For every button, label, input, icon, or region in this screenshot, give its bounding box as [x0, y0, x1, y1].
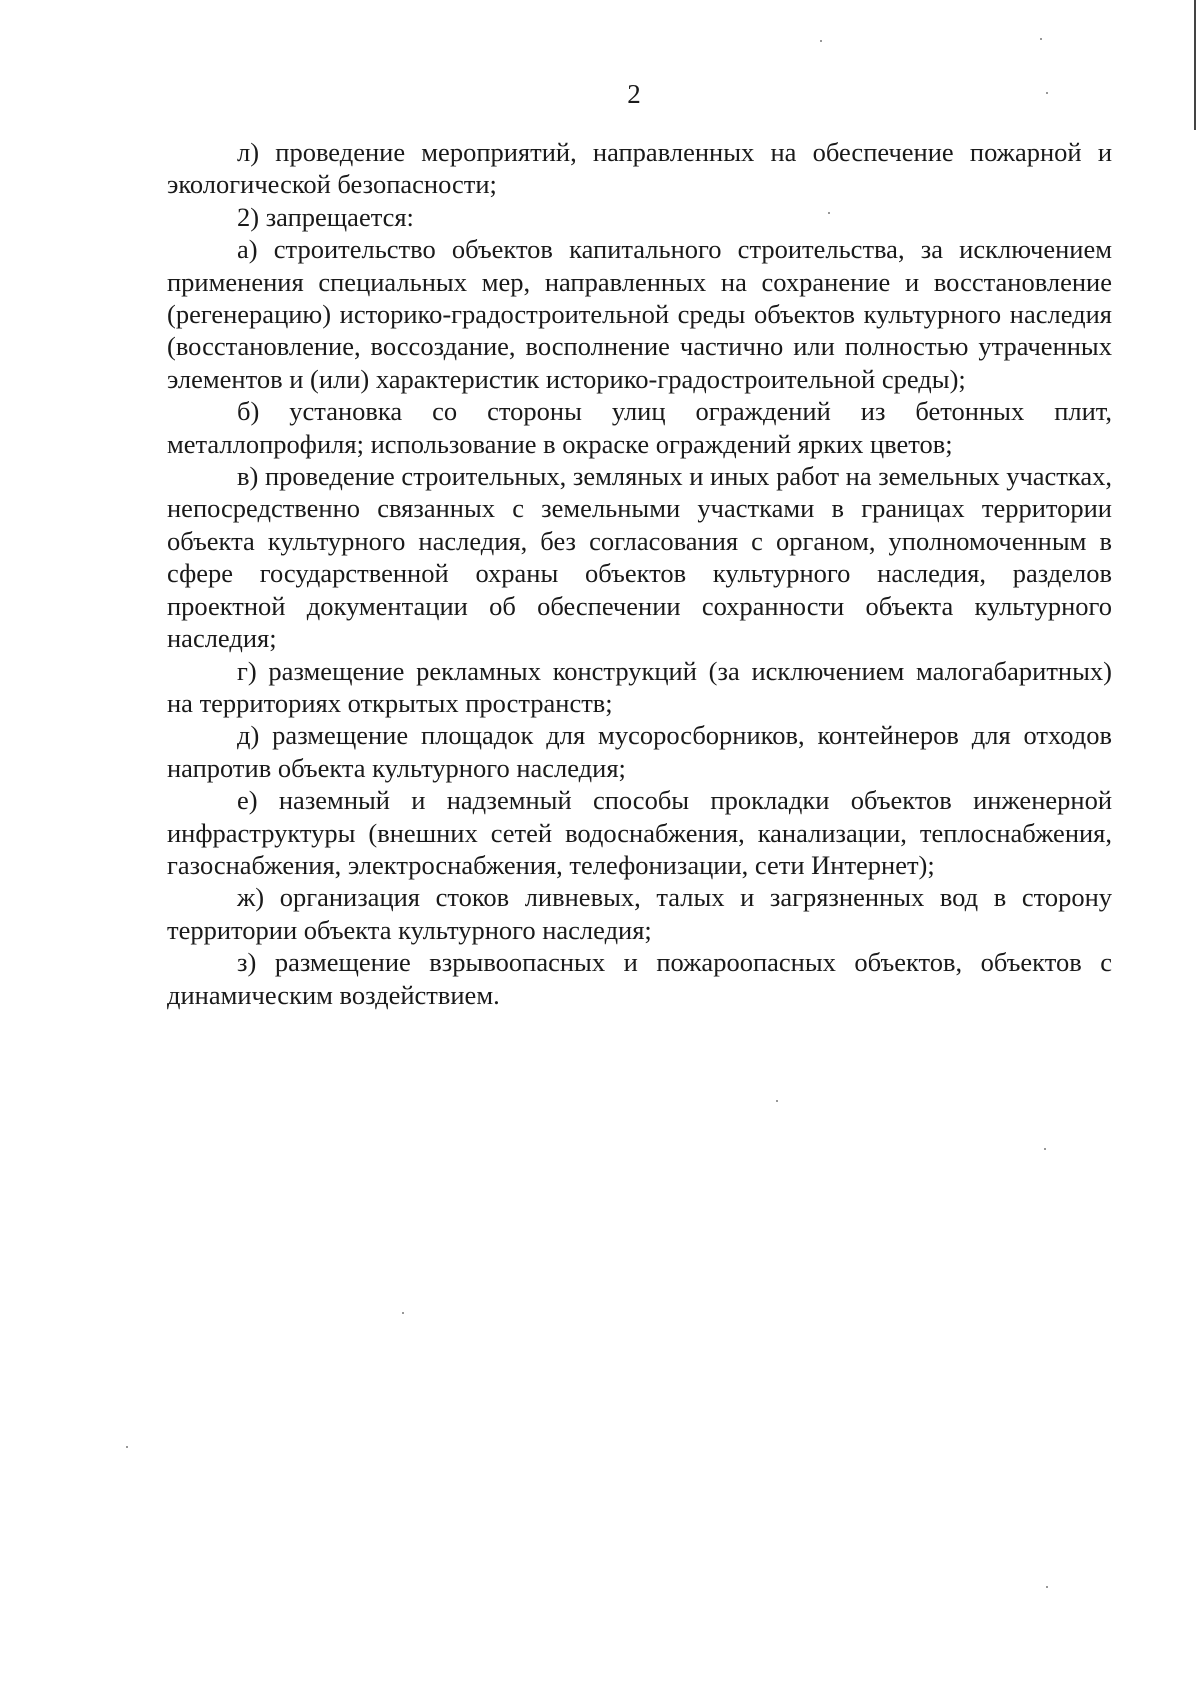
- paragraph-a-construction: а) строительство объектов капитального строительства, за исключением применения специальных мер, направленных на сохранение и восстановление (регенерацию) историко-градостроительной среды объектов культурного наследия (восстановление, воссоздание, восполнение частично или полностью утраченных элементов и (или) характеристик историко-градостроительной среды);: [167, 234, 1112, 394]
- scan-speck: [126, 1446, 128, 1448]
- scan-edge-line: [1194, 0, 1196, 130]
- paragraph-d-waste-sites: д) размещение площадок для мусоросборников, контейнеров для отходов напротив объекта культурного наследия;: [167, 720, 1112, 783]
- scan-speck: [1046, 1586, 1048, 1588]
- paragraph-e-utilities: е) наземный и надземный способы прокладки объектов инженерной инфраструктуры (внешних сетей водоснабжения, канализации, теплоснабжения, газоснабжения, электроснабжения, телефонизации, сети Интернет);: [167, 785, 1112, 880]
- paragraph-g-advertising: г) размещение рекламных конструкций (за исключением малогабаритных) на территориях открытых пространств;: [167, 655, 1112, 718]
- paragraph-b-fences: б) установка со стороны улиц ограждений из бетонных плит, металлопрофиля; использование в окраске ограждений ярких цветов;: [167, 396, 1112, 459]
- document-body: [167, 136, 1112, 1011]
- paragraph-l-safety: л) проведение мероприятий, направленных на обеспечение пожарной и экологической безопасности;: [167, 137, 1112, 200]
- scan-speck: [820, 40, 822, 42]
- scan-speck: [776, 1100, 778, 1102]
- scan-speck: [828, 212, 830, 214]
- paragraph-z-hazardous-objects: з) размещение взрывоопасных и пожароопасных объектов, объектов с динамическим воздействием.: [167, 947, 1112, 1010]
- paragraph-prohibited-heading: 2) запрещается:: [237, 201, 414, 232]
- scan-speck: [1046, 92, 1048, 94]
- paragraph-v-earthworks: в) проведение строительных, земляных и иных работ на земельных участках, непосредственно связанных с земельными участками в границах территории объекта культурного наследия, без согласования с органом, уполномоченным в сфере государственной охраны объектов культурного наследия, разделов проектной документации об обеспечении сохранности объекта культурного наследия;: [167, 461, 1112, 654]
- page-number: 2: [627, 79, 641, 109]
- paragraph-zh-drainage: ж) организация стоков ливневых, талых и загрязненных вод в сторону территории объекта культурного наследия;: [167, 882, 1112, 945]
- scan-speck: [1040, 38, 1042, 40]
- scan-speck: [402, 1312, 404, 1314]
- scan-speck: [1044, 1148, 1046, 1150]
